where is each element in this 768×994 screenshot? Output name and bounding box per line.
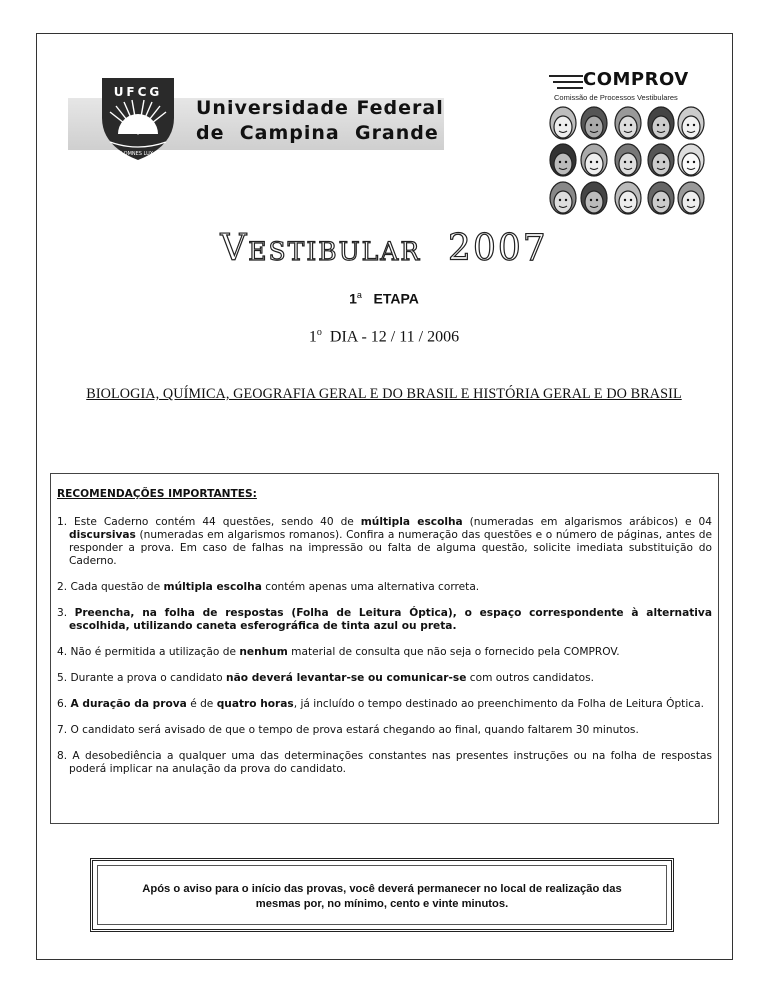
recommendation-text: contém apenas uma alternativa correta.	[261, 581, 480, 593]
recommendation-text: 6.	[57, 698, 71, 710]
recommendation-item	[57, 672, 712, 685]
recommendations-box	[50, 473, 719, 824]
ufcg-seal-icon	[88, 72, 188, 164]
recommendation-text: , já incluído o tempo destinado ao preenchimento da Folha de Leitura Óptica.	[293, 698, 704, 710]
faces-illustration-icon	[545, 105, 707, 217]
stage-label: ETAPA	[373, 290, 419, 307]
recommendation-text: 5. Durante a prova o candidato	[57, 672, 227, 684]
recommendation-text: 2. Cada questão de	[57, 581, 164, 593]
recommendation-emphasis: A duração da prova	[70, 698, 187, 710]
recommendations-heading: RECOMENDAÇÕES IMPORTANTES:	[57, 488, 257, 500]
svg-text:UFCG: UFCG	[113, 85, 163, 99]
stage-ordinal: a	[356, 290, 362, 300]
recommendation-item	[57, 724, 712, 737]
recommendation-emphasis: quatro horas	[216, 698, 294, 710]
recommendation-item	[57, 698, 712, 711]
university-name-line1: Universidade Federal	[196, 97, 444, 119]
notice-text	[98, 882, 666, 912]
comprov-logo	[545, 67, 707, 217]
recommendations-list	[57, 516, 712, 776]
recommendation-emphasis: Preencha, na folha de respostas (Folha de Leitura Óptica), o espaço correspondente à alternativa escolhida, utilizando caneta esferográfica de tinta azul ou preta.	[69, 607, 712, 632]
recommendation-text: é de	[186, 698, 217, 710]
notice-box	[90, 858, 674, 932]
recommendation-text: (numeradas em algarismos arábicos) e 04	[462, 516, 712, 528]
exam-title: Vestibular 2007	[220, 228, 548, 269]
recommendation-item	[57, 646, 712, 659]
svg-text:MIHI OMNES LUX ILLE: MIHI OMNES LUX ILLE	[111, 151, 165, 157]
day-date: DIA - 12 / 11 / 2006	[329, 328, 460, 346]
day-number: 1	[308, 328, 317, 346]
recommendation-text: 3.	[57, 607, 75, 619]
recommendation-emphasis: discursivas	[69, 529, 136, 541]
recommendation-text: com outros candidatos.	[466, 672, 595, 684]
university-name-line2: de Campina Grande	[196, 122, 439, 144]
speed-lines-icon	[549, 73, 585, 91]
recommendation-emphasis: múltipla escolha	[360, 516, 463, 528]
recommendation-item	[57, 750, 712, 776]
recommendation-emphasis: múltipla escolha	[163, 581, 262, 593]
recommendation-item	[57, 581, 712, 594]
exam-subjects: BIOLOGIA, QUÍMICA, GEOGRAFIA GERAL E DO BRASIL E HISTÓRIA GERAL E DO BRASIL	[86, 386, 682, 402]
exam-stage	[0, 290, 768, 307]
recommendation-text: 8. A desobediência a qualquer uma das determinações constantes nas presentes instruções ou na folha de respostas poderá implicar na anulação da prova do candidato.	[57, 750, 712, 775]
stage-number: 1	[349, 290, 357, 307]
recommendation-item	[57, 516, 712, 568]
recommendation-item	[57, 607, 712, 633]
recommendation-text: material de consulta que não seja o fornecido pela COMPROV.	[287, 646, 620, 658]
recommendation-text: 4. Não é permitida a utilização de	[57, 646, 240, 658]
comprov-subtitle: Comissão de Processos Vestibulares	[554, 93, 678, 102]
day-ordinal: o	[316, 327, 322, 338]
recommendation-emphasis: não deverá levantar-se ou comunicar-se	[226, 672, 467, 684]
recommendation-emphasis: nenhum	[239, 646, 288, 658]
notice-line1: Após o aviso para o início das provas, você deverá permanecer no local de realização das	[142, 883, 622, 895]
recommendation-text: 7. O candidato será avisado de que o tempo de prova estará chegando ao final, quando faltarem 30 minutos.	[57, 724, 639, 736]
ufcg-logo	[68, 72, 444, 162]
notice-line2: mesmas por, no mínimo, cento e vinte minutos.	[255, 898, 509, 910]
exam-day	[0, 327, 768, 346]
comprov-title: COMPROV	[583, 69, 689, 90]
recommendation-text: (numeradas em algarismos romanos). Confira a numeração das questões e o número de páginas, antes de responder a prova. Em caso de falhas na impressão ou falta de alguma questão, solicite imediata substituição do Caderno.	[69, 529, 712, 567]
recommendation-text: 1. Este Caderno contém 44 questões, sendo 40 de	[57, 516, 361, 528]
university-name	[196, 96, 444, 146]
